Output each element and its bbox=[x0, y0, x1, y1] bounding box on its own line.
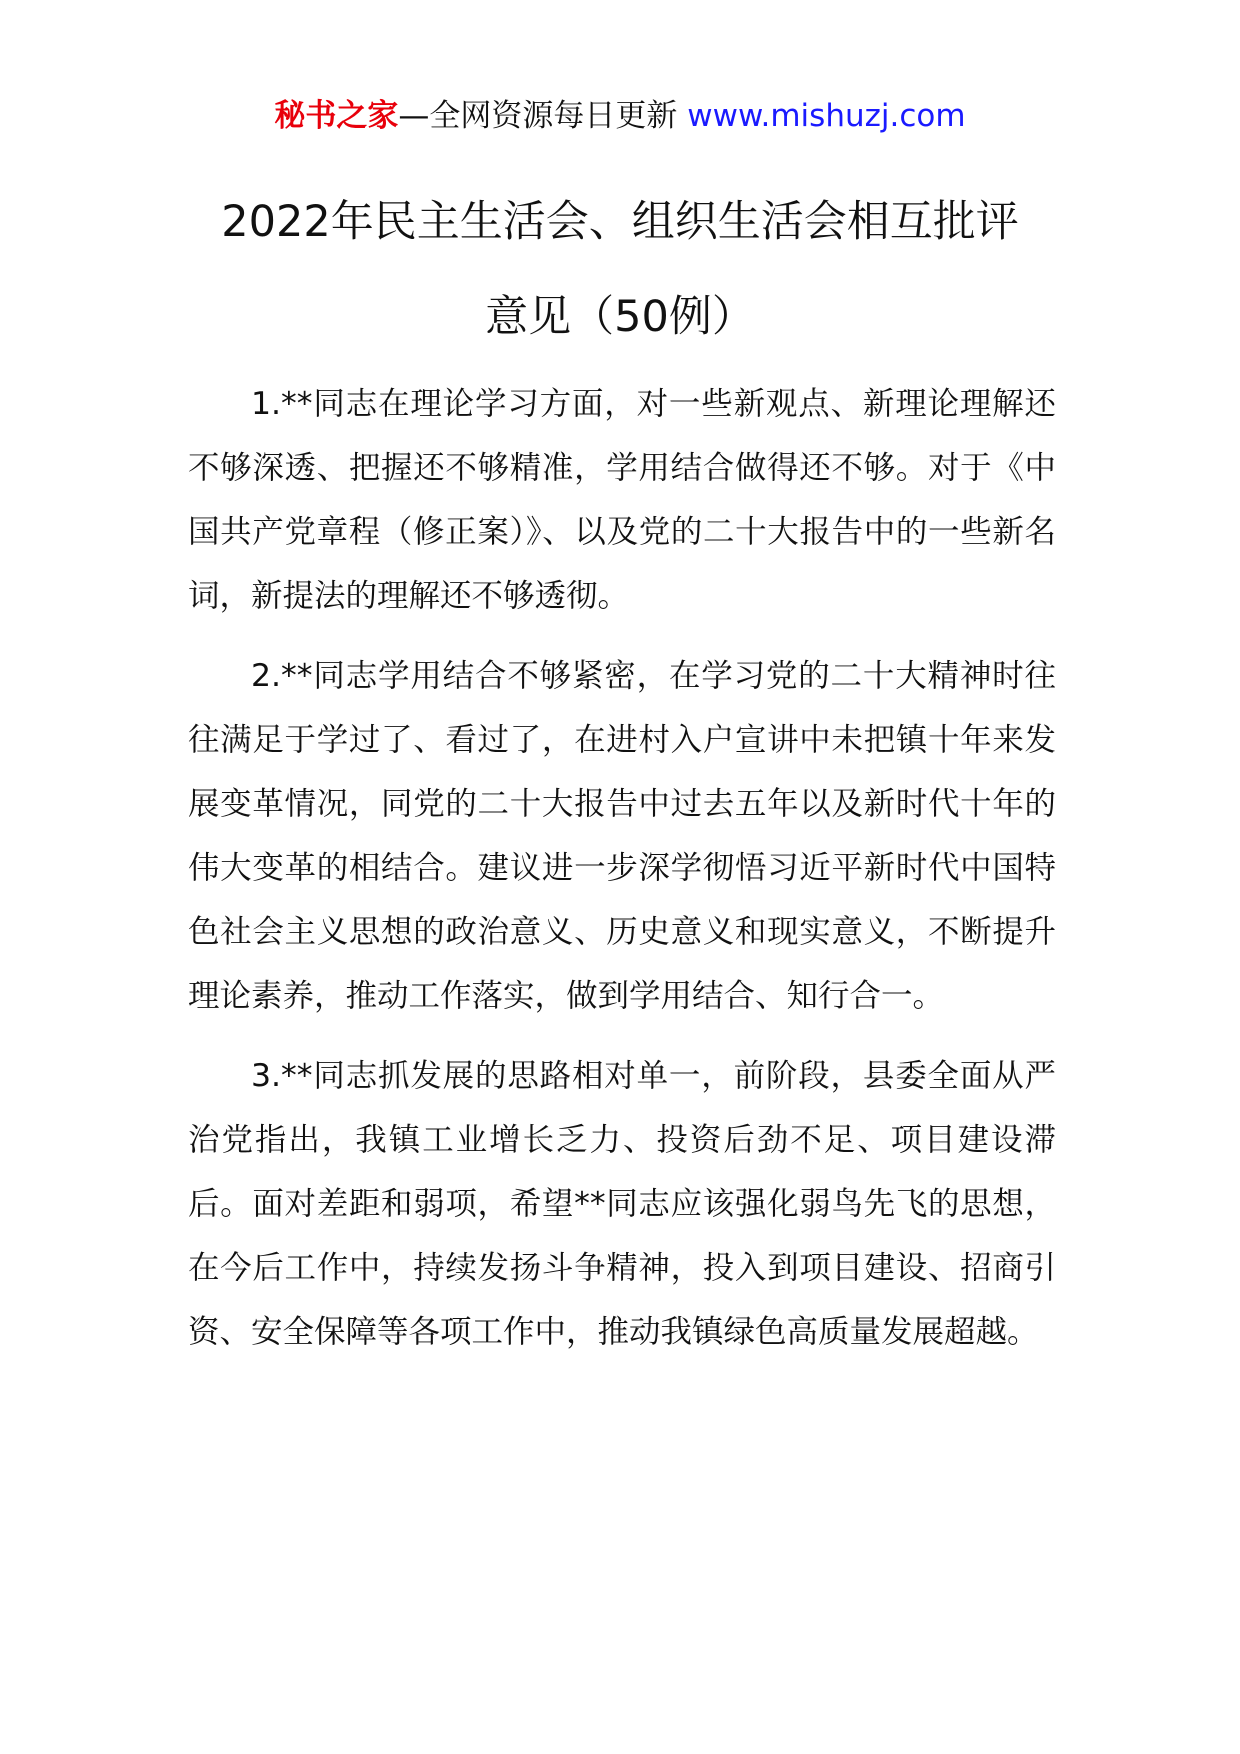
site-url-link[interactable]: www.mishuzj.com bbox=[687, 98, 966, 134]
site-header bbox=[0, 96, 1240, 136]
document-title-line-2: 意见（50例） bbox=[485, 292, 755, 342]
paragraph-3: 3.**同志抓发展的思路相对单一，前阶段，县委全面从严治党指出，我镇工业增长乏力、投资后劲不足、项目建设滞后。面对差距和弱项，希望**同志应该强化弱鸟先飞的思想，在今后工作中，持续发扬斗争精神，投入到项目建设、招商引资、安全保障等各项工作中，推动我镇绿色高质量发展超越。 bbox=[188, 1058, 1056, 1350]
paragraph-2: 2.**同志学用结合不够紧密，在学习党的二十大精神时往往满足于学过了、看过了，在进村入户宣讲中未把镇十年来发展变革情况，同党的二十大报告中过去五年以及新时代十年的伟大变革的相结合。建议进一步深学彻悟习近平新时代中国特色社会主义思想的政治意义、历史意义和现实意义，不断提升理论素养，推动工作落实，做到学用结合、知行合一。 bbox=[188, 658, 1056, 1014]
brand-name: 秘书之家 bbox=[274, 98, 399, 134]
header-tagline: —全网资源每日更新 bbox=[398, 98, 678, 134]
document-body bbox=[188, 372, 1056, 1380]
document-title-line-1: 2022年民主生活会、组织生活会相互批评 bbox=[221, 197, 1019, 247]
paragraph-1: 1.**同志在理论学习方面，对一些新观点、新理论理解还不够深透、把握还不够精准，学用结合做得还不够。对于《中国共产党章程（修正案）》、以及党的二十大报告中的一些新名词，新提法的理解还不够透彻。 bbox=[188, 386, 1056, 614]
